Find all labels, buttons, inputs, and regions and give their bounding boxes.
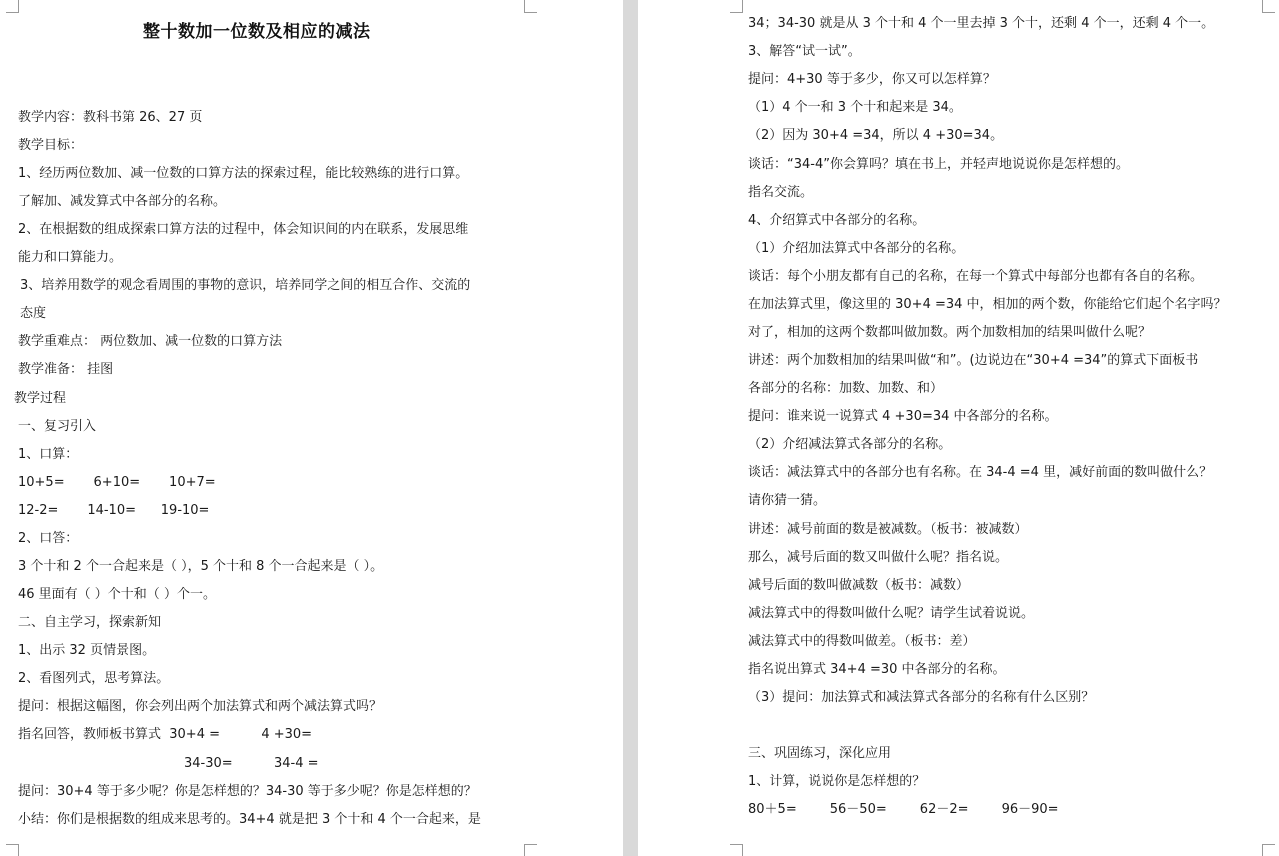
text-line: 指名回答，教师板书算式 30+4 = 4 +30= [18, 727, 313, 742]
text-line: 了解加、减发算式中各部分的名称。 [18, 194, 227, 209]
text-line: 谈话：减法算式中的各部分也有名称。在 34-4 =4 里，减好前面的数叫做什么？ [748, 465, 1213, 480]
crop-mark-top-left [730, 0, 743, 13]
text-line: （1）4 个一和 3 个十和起来是 34。 [748, 100, 962, 115]
text-line: 减法算式中的得数叫做差。（板书：差） [748, 634, 976, 649]
text-line: 讲述：两个加数相加的结果叫做“和”。(边说边在“30+4 =34”的算式下面板书 [748, 353, 1199, 368]
crop-mark-bottom-right [524, 844, 537, 856]
page-gutter [623, 0, 638, 856]
text-line: 指名交流。 [748, 185, 814, 200]
text-line: 10+5= 6+10= 10+7= [18, 475, 216, 490]
document-title: 整十数加一位数及相应的减法 [143, 22, 371, 42]
text-line: 教学目标： [18, 138, 84, 153]
text-line: （2）因为 30+4 =34，所以 4 +30=34。 [748, 128, 1004, 143]
text-line: 46 里面有（ ）个十和（ ）个一。 [18, 587, 216, 602]
document-page-left [0, 0, 623, 856]
text-line: 能力和口算能力。 [18, 250, 123, 265]
text-line: 讲述：减号前面的数是被减数。（板书：被减数） [748, 522, 1028, 537]
text-line: （2）介绍减法算式各部分的名称。 [748, 437, 952, 452]
text-line: 1、口算： [18, 447, 79, 462]
text-line: 1、计算，说说你是怎样想的？ [748, 774, 926, 789]
text-line: 教学准备： 挂图 [18, 362, 114, 377]
text-line: 各部分的名称：加数、加数、和） [748, 381, 944, 396]
text-line: 3 个十和 2 个一合起来是（ ），5 个十和 8 个一合起来是（ ）。 [18, 559, 384, 574]
crop-mark-top-right [1262, 0, 1275, 13]
text-line: 3、培养用数学的观念看周围的事物的意识，培养同学之间的相互合作、交流的 [20, 278, 471, 293]
text-line: （1）介绍加法算式中各部分的名称。 [748, 241, 965, 256]
text-line: 请你猜一猜。 [748, 493, 827, 508]
text-line: 教学内容：教科书第 26、27 页 [18, 110, 203, 125]
crop-mark-top-right [524, 0, 537, 13]
text-line: 1、出示 32 页情景图。 [18, 643, 156, 658]
text-line: （3）提问：加法算式和减法算式各部分的名称有什么区别？ [748, 690, 1095, 705]
text-line: 教学过程 [14, 391, 67, 406]
crop-mark-bottom-right [1262, 844, 1275, 856]
text-line: 2、在根据数的组成探索口算方法的过程中，体会知识间的内在联系，发展思维 [18, 222, 469, 237]
text-line: 小结：你们是根据数的组成来思考的。34+4 就是把 3 个十和 4 个一合起来，是 [18, 812, 481, 827]
text-line: 3、解答“试一试”。 [748, 44, 861, 59]
text-line: 在加法算式里，像这里的 30+4 =34 中，相加的两个数，你能给它们起个名字吗？ [748, 297, 1227, 312]
text-line: 指名说出算式 34+4 =30 中各部分的名称。 [748, 662, 1006, 677]
text-line: 三、巩固练习，深化应用 [748, 746, 892, 761]
text-line: 那么，减号后面的数又叫做什么呢？指名说。 [748, 550, 1009, 565]
crop-mark-bottom-left [6, 844, 19, 856]
crop-mark-top-left [6, 0, 19, 13]
text-line: 80＋5= 56－50= 62－2= 96－90= [748, 802, 1059, 817]
text-line: 二、自主学习，探索新知 [18, 615, 162, 630]
document-page-right [638, 0, 1279, 856]
text-line: 提问：根据这幅图，你会列出两个加法算式和两个减法算式吗？ [18, 699, 383, 714]
text-line: 1、经历两位数加、减一位数的口算方法的探索过程，能比较熟练的进行口算。 [18, 166, 469, 181]
text-line: 对了，相加的这两个数都叫做加数。两个加数相加的结果叫做什么呢？ [748, 325, 1152, 340]
text-line: 12-2= 14-10= 19-10= [18, 503, 210, 518]
text-line: 态度 [20, 306, 47, 321]
text-line: 减号后面的数叫做减数（板书：减数） [748, 578, 970, 593]
text-line: 提问：谁来说一说算式 4 +30=34 中各部分的名称。 [748, 409, 1058, 424]
text-line: 2、口答： [18, 531, 79, 546]
text-line: 教学重难点： 两位数加、减一位数的口算方法 [18, 334, 283, 349]
text-line: 提问：4+30 等于多少，你又可以怎样算？ [748, 72, 996, 87]
text-line: 提问：30+4 等于多少呢？你是怎样想的？34-30 等于多少呢？你是怎样想的？ [18, 784, 477, 799]
text-line: 34；34-30 就是从 3 个十和 4 个一里去掉 3 个十，还剩 4 个一，还剩 4 个一。 [748, 16, 1215, 31]
text-line: 谈话：“34-4”你会算吗？填在书上，并轻声地说说你是怎样想的。 [748, 157, 1129, 172]
crop-mark-bottom-left [730, 844, 743, 856]
text-line: 4、介绍算式中各部分的名称。 [748, 213, 926, 228]
text-line: 减法算式中的得数叫做什么呢？请学生试着说说。 [748, 606, 1035, 621]
text-line: 一、复习引入 [18, 419, 97, 434]
text-line: 2、看图列式，思考算法。 [18, 671, 170, 686]
text-line: 谈话：每个小朋友都有自己的名称，在每一个算式中每部分也都有各自的名称。 [748, 269, 1204, 284]
text-line: 34-30= 34-4 = [184, 756, 319, 771]
